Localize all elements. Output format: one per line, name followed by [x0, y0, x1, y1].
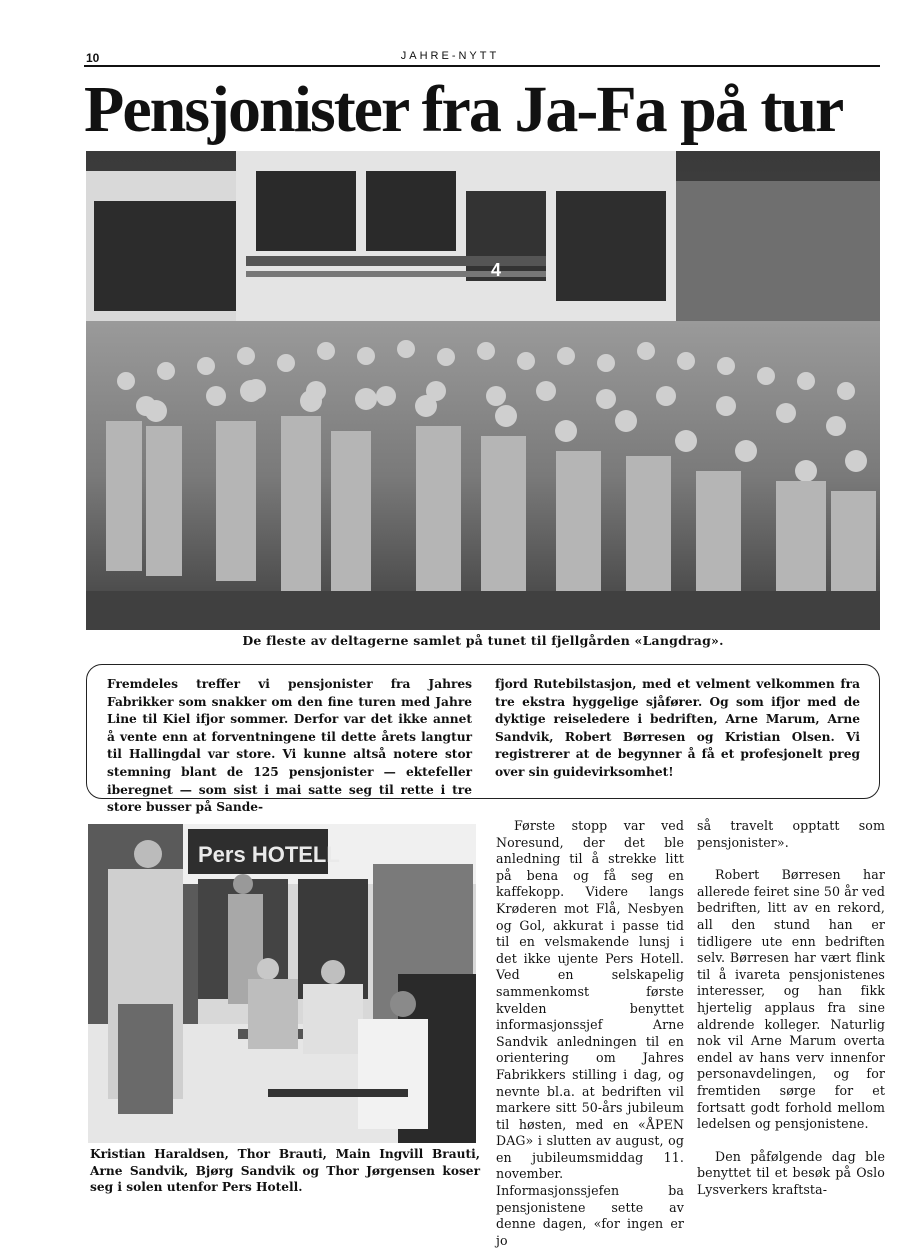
intro-left-column: Fremdeles treffer vi pensjonister fra Jahres Fabrikker som snakker om den fine turen med Jahre Line til Kiel ifjor sommer. Derfor var det ikke annet å vente enn at forventningene til dette årets langtur til Hallingdal var store. Vi kunne altså notere stor stemning blant de 125 pensjonister — ektefeller iberegnet — som sist i mai satte seg til rette i tre store busser på Sande- — [107, 677, 472, 815]
headline: Pensjonister fra Ja-Fa på tur — [84, 73, 843, 146]
intro-right-column: fjord Rutebilstasjon, med et velment velkommen fra tre ekstra hyggelige sjåfører. Og som ifjor med de dyktige reiseledere i bedriften, Arne Marum, Arne Sandvik, Robert Børresen og Kristian Olsen. Vi registrerer at de begynner å få et profesjonelt preg over sin guidevirksomhet! — [495, 677, 860, 779]
hotel-sign-text: Pers HOTELL — [198, 842, 340, 867]
group-photo-image — [86, 151, 880, 630]
header-rule — [84, 65, 880, 67]
body-paragraph: så travelt opptatt som pensjonister». — [697, 818, 885, 850]
bus-number-label: 4 — [491, 260, 502, 280]
group-photo — [86, 151, 880, 630]
body-column-right — [697, 818, 885, 1198]
page-number: 10 — [86, 51, 100, 65]
running-head: JAHRE-NYTT — [400, 50, 500, 62]
hotel-photo-caption: Kristian Haraldsen, Thor Brauti, Main Ingvill Brauti, Arne Sandvik, Bjørg Sandvik og Thor Jørgensen koser seg i solen utenfor Pers Hotell. — [90, 1147, 480, 1194]
body-paragraph: Første stopp var ved Noresund, der det ble anledning til å strekke litt på bena og få seg en kaffekopp. Videre langs Krøderen mot Flå, Nesbyen og Gol, akkurat i passe tid til en velsmakende lunsj i det ikke ujente Pers Hotell. Ved en selskapelig sammenkomst første kvelden benyttet informasjonssjef Arne Sandvik anledningen til en orientering om Jahres Fabrikkers stilling i dag, og nevnte bl.a. at bedriften vil markere sitt 50-års jubileum til høsten, med en «ÅPEN DAG» i slutten av august, og en jubileumsmiddag 11. november. Informasjonssjefen ba pensjonistene sette av denne dagen, «for ingen er jo — [496, 818, 684, 1248]
body-column-middle — [496, 818, 684, 1249]
main-photo-caption: De fleste av deltagerne samlet på tunet til fjellgården «Langdrag». — [242, 633, 724, 648]
hotel-photo — [88, 824, 476, 1143]
body-paragraph: Robert Børresen har allerede feiret sine 50 år ved bedriften, litt av en rekord, all den stund han er tidligere ute enn bedriften selv. Børresen har vært flink til å ivareta pensjonistenes interesser, og han fikk hjertelig applaus fra sine aldrende kolleger. Naturlig nok vil Arne Marum overta endel av hans verv innenfor personavdelingen, og for fremtiden sørge for et fortsatt godt forhold mellom ledelsen og pensjonistene. — [697, 867, 885, 1132]
hotel-photo-image — [88, 824, 476, 1143]
body-paragraph: Den påfølgende dag ble benyttet til et besøk på Oslo Lysverkers kraftsta- — [697, 1148, 885, 1197]
